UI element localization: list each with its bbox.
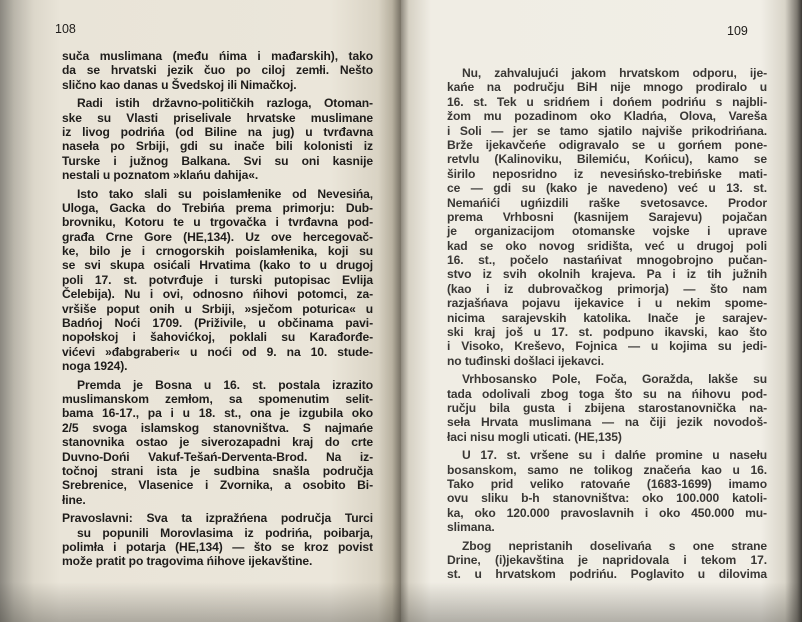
paragraph: [447, 539, 767, 582]
text-line: Premda je Bosna u 16. st. postala izrazito: [77, 377, 373, 392]
text-fragment: Sva ta izpražńena područja Turci: [146, 511, 374, 526]
text-line: 16. st. Tek u sridńem i dońem podrińu s najbli-: [447, 94, 767, 109]
text-line: Badńoj Noći 1709. (Priživile, u občinama pavi-: [62, 316, 373, 331]
text-line: žom mu pozadinom oko Kladńa, Olova, Vareša: [447, 109, 767, 124]
left-page-text: [62, 49, 373, 573]
text-line: ski kraj još u 17. st. podpuno ikavski, kao što: [447, 325, 767, 340]
text-line: iz livog podrińa (od Biline na jug) u tvrđavna: [62, 124, 373, 139]
text-line: Čelebija). Nu i ovi, odnosno ńihovi potomci, za-: [62, 287, 373, 302]
text-line: širilo neposridno iz nevesińsko-trebińske mati-: [447, 166, 767, 181]
text-line: slimana.: [447, 520, 495, 535]
text-line: [62, 511, 373, 525]
paragraph: [447, 372, 767, 444]
text-line: retvlu (Kalinoviku, Bilemiću, Końicu), kamo se: [447, 152, 767, 167]
paragraph: [447, 448, 767, 534]
text-line: vršiše poput onih u Srbiji, »sječom poturica« u: [62, 301, 373, 316]
text-line: 16. st., počelo nastańivat mnogobrojno pučan-: [447, 253, 767, 268]
paragraph: [62, 96, 373, 182]
text-line: ručju bila gusta i zbijena starostanovnička na-: [447, 400, 767, 415]
text-line: Turske i južnog Balkana. Svi su oni kasnije: [62, 153, 373, 168]
section-label: Pravoslavni:: [62, 511, 133, 526]
text-line: naseła po Srbiji, gdi su inače bili kolonisti iz: [62, 139, 373, 154]
text-line: ovu sliku b-h stanovništva: oko 100.000 katoli-: [447, 491, 767, 506]
text-line: stanovnika ostao je siverozapadni kraj do crte: [62, 435, 373, 450]
text-line: kańe na području BiH nije mnogo prodiralo u: [447, 80, 767, 95]
text-line: se svi skupa osićali Hrvatima (kako to u drugoj: [62, 258, 373, 273]
text-line: ke, bilo je i crnogorskih poislamłenika, koji su: [62, 244, 373, 259]
text-line: muslimanskom zemłom, sa spomenutim selit-: [62, 391, 373, 406]
text-line: nicima sarajevskih katolika. Inače je sarajev-: [447, 310, 767, 325]
paragraph: [447, 66, 767, 368]
text-line: slično kao danas u Švedskoj ili Nimačkoj.: [62, 77, 297, 92]
text-line: da se hrvatski jezik čuo po ciloj zemłi. Nešto: [62, 63, 373, 78]
paragraph-pravoslavni: [62, 511, 373, 569]
text-line: Nemańići ugńizdili raške svetosavce. Prodor: [447, 195, 767, 210]
text-line: Uloga, Gacka do Trebińa prema primorju: Dub-: [62, 200, 373, 215]
page-number: 108: [55, 22, 76, 36]
text-line: i Visoko, Kreševo, Fojnica — u kojima su jedi-: [447, 339, 767, 354]
text-line: nopołskoj i šahovićkoj, poklali su Karađorđe-: [62, 330, 373, 345]
text-line: 2/5 svoga islamskog stanovništva. S najmańe: [62, 420, 373, 435]
text-line: Zbog nepristanih doselivańa s one strane: [462, 538, 767, 553]
text-line: građa Crne Gore (HE,134). Uz ove hercegovač-: [62, 229, 373, 244]
text-line: noga 1924).: [62, 359, 128, 374]
page-number: 109: [727, 24, 748, 38]
text-line: Tako prid veliko ratovańe (1683-1699) imamo: [447, 476, 767, 491]
text-line: Nu, zahvalujući jakom hrvatskom odporu, ije-: [462, 66, 767, 80]
text-line: točnoj strani ista je sudbina snašla područja: [62, 463, 373, 478]
right-page: [401, 0, 802, 622]
text-line: poli 17. st. potvrđuje i turski putopisac Evlija: [62, 272, 373, 287]
paragraph: [62, 49, 373, 92]
text-line: je organizacijom otomanske vojske i uprave: [447, 224, 767, 239]
text-line: Isto tako slali su poislamłenike od Nevesińa,: [77, 186, 373, 201]
text-line: i Soli — jer se tamo sjatilo najviše prikodrińana.: [447, 123, 767, 138]
text-line: łine.: [62, 492, 86, 507]
text-line: łaci nisu mogli uticati. (HE,135): [447, 429, 622, 444]
text-line: stvo iz svih okolnih krajeva. Pa i iz tih južnih: [447, 267, 767, 282]
text-line: Vrhbosansko Pole, Foča, Goražda, lakše su: [462, 372, 767, 387]
right-page-text: [447, 66, 767, 586]
text-line: ce — gdi su (kako je navedeno) već u 13. st.: [447, 181, 767, 196]
text-line: su popunili Morovlasima iz podrińa, poibarja,: [77, 525, 373, 540]
text-line: može pratit po tragovima ńihove ijekavštine.: [62, 554, 313, 569]
text-line: bama 16-17., pa i u 18. st., ona je izgubila oko: [62, 406, 373, 421]
text-line: no tuđinski došlaci ijekavci.: [447, 353, 605, 368]
text-line: nestali u poznatom »klańu dahija«.: [62, 168, 259, 183]
text-line: bosanskom, samo ne tolikog značeńa kao u 16.: [447, 462, 767, 477]
text-line: Radi istih državno-političkih razloga, Otoman-: [77, 96, 373, 111]
text-line: seła Hrvata muslimana — na čiji jezik novodoš-: [447, 415, 767, 430]
text-line: Srebrenice, Vlasenice i Zvornika, a osobito Bi-: [62, 478, 373, 493]
paragraph: [62, 378, 373, 508]
text-line: vićevi »đabgraberi« u noći od 9. na 10. stude-: [62, 344, 373, 359]
text-line: prema Vrhbosni (kasnijem Sarajevu) pojačan: [447, 209, 767, 224]
text-line: Duvno-Dońi Vakuf-Tešań-Derventa-Brod. Na iz-: [62, 449, 373, 464]
text-line: tada odolivali zbog toga što su na ńihovu pod-: [447, 386, 767, 401]
text-line: kad se oko novog sridišta, već u drugoj poli: [447, 238, 767, 253]
text-line: st. u hrvatskom podrińu. Poglavito u dilovima: [447, 567, 767, 582]
paragraph: [62, 187, 373, 374]
text-line: U 17. st. vršene su i dalńe promine u nasełu: [462, 448, 767, 463]
text-line: Drine, (i)jekavština je napridovala i tekom 17.: [447, 552, 767, 567]
text-line: ka, oko 120.000 pravoslavnih i oko 450.000 mu-: [447, 505, 767, 520]
text-line: brovniku, Kotoru te u trgovačka i tvrđavna pod-: [62, 215, 373, 230]
text-line: suča muslimana (među ńima i mađarskih), tako: [62, 49, 373, 63]
text-line: razjašńava pojavu ijekavice i u nekim spome-: [447, 296, 767, 311]
text-line: (kao i iz dubrovačkog primorja) — što nam: [447, 281, 767, 296]
text-line: polimła i potarja (HE,134) — što se kroz povist: [62, 539, 373, 554]
text-line: Brže ijekavčeńe odigravalo se u gorńem pone-: [447, 137, 767, 152]
text-line: ske su Vlasti priselivale hrvatske muslimane: [62, 110, 373, 125]
